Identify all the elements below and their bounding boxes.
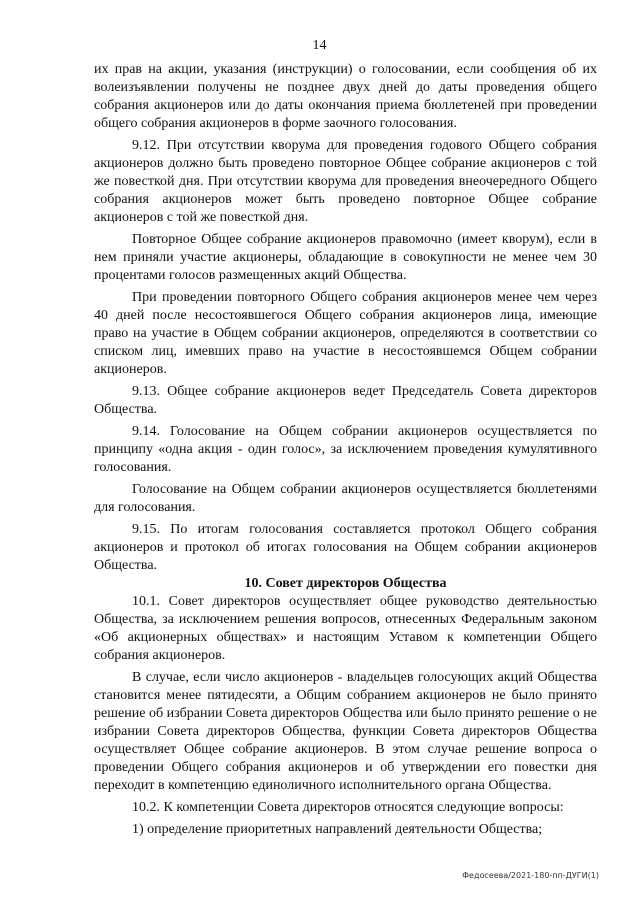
paragraph-continuation: их прав на акции, указания (инструкции) о голосовании, если сообщения об их волеизъявлении получены не позднее двух дней до даты проведения общего собрания акционеров или до даты окончания приема бюллетеней при проведении общего собрания акционеров в форме заочного голосования. (94, 62, 597, 131)
document-body (94, 61, 597, 839)
paragraph-9-13: 9.13. Общее собрание акционеров ведет Председатель Совета директоров Общества. (94, 384, 597, 417)
document-code: Федосеева/2021-180-пп-ДУГИ(1) (462, 871, 599, 880)
list-item-1: 1) определение приоритетных направлений деятельности Общества; (132, 822, 543, 837)
paragraph-repeat-meeting: При проведении повторного Общего собрания акционеров менее чем через 40 дней после несостоявшегося Общего собрания акционеров лица, имеющие право на участие в Общем собрании акционеров, определяются в соответствии со списком лиц, имевших право на участие в несостоявшемся Общем собрании акционеров. (94, 290, 597, 377)
paragraph-10-1: 10.1. Совет директоров осуществляет общее руководство деятельностью Общества, за исключением решения вопросов, отнесенных Федеральным законом «Об акционерных обществах» и настоящим Уставом к компетенции Общего собрания акционеров. (94, 594, 597, 663)
section-title: 10. Совет директоров Общества (244, 576, 447, 591)
paragraph-voting-ballots: Голосование на Общем собрании акционеров осуществляется бюллетенями для голосования. (94, 482, 597, 515)
paragraph-9-15: 9.15. По итогам голосования составляется протокол Общего собрания акционеров и протокол об итогах голосования на Общем собрании акционеров Общества. (94, 522, 597, 573)
paragraph-board-functions: В случае, если число акционеров - владельцев голосующих акций Общества становится менее пятидесяти, а Общим собранием акционеров не было принято решение об избрании Совета директоров Общества или было принято решение о не избрании Совета директоров Общества, функции Совета директоров Общества осуществляет Общее собрание акционеров. В этом случае решение вопроса о проведении Общего собрания акционеров и об утверждении его повестки дня переходит в компетенцию единоличного исполнительного органа Общества. (94, 670, 597, 793)
paragraph-9-14: 9.14. Голосование на Общем собрании акционеров осуществляется по принципу «одна акция - один голос», за исключением проведения кумулятивного голосования. (94, 424, 597, 475)
paragraph-10-2: 10.2. К компетенции Совета директоров относятся следующие вопросы: (132, 800, 564, 815)
paragraph-9-12: 9.12. При отсутствии кворума для проведения годового Общего собрания акционеров должно быть проведено повторное Общее собрание акционеров с той же повесткой дня. При отсутствии кворума для проведения внеочередного Общего собрания акционеров может быть проведено повторное Общее собрание акционеров с той же повесткой дня. (94, 138, 597, 225)
paragraph-quorum: Повторное Общее собрание акционеров правомочно (имеет кворум), если в нем приняли участие акционеры, обладающие в совокупности не менее чем 30 процентами голосов размещенных акций Общества. (94, 232, 597, 283)
page-number: 14 (312, 38, 327, 53)
